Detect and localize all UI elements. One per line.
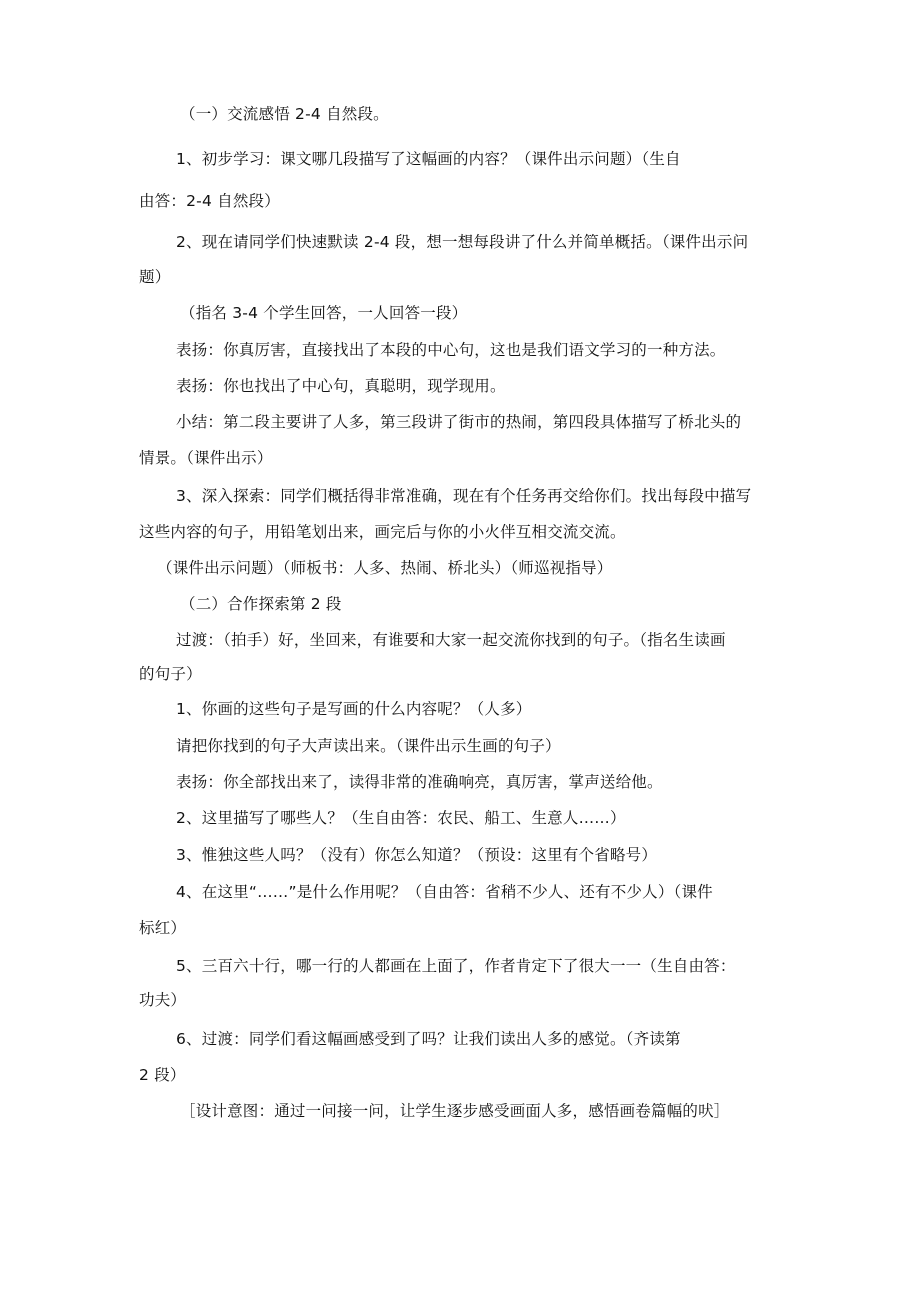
paragraph-line: 1、你画的这些句子是写画的什么内容呢？（人多）	[176, 700, 532, 718]
paragraph-line: 2、现在请同学们快速默读 2-4 段，想一想每段讲了什么并简单概括。（课件出示问	[176, 233, 749, 251]
design-intent-note: ［设计意图：通过一问接一问，让学生逐步感受画面人多，感悟画卷篇幅的吠］	[180, 1102, 730, 1120]
paragraph-line: （指名 3-4 个学生回答，一人回答一段）	[180, 304, 468, 322]
paragraph-line: 2、这里描写了哪些人？（生自由答：农民、船工、生意人……）	[176, 809, 626, 827]
paragraph-line: 题）	[139, 268, 171, 286]
paragraph-line: 标红）	[139, 919, 187, 937]
paragraph-line: 表扬：你全部找出来了，读得非常的准确响亮，真厉害，掌声送给他。	[176, 773, 663, 791]
paragraph-line: 请把你找到的句子大声读出来。（课件出示生画的句子）	[176, 737, 561, 755]
paragraph-line: 这些内容的句子，用铅笔划出来，画完后与你的小火伴互相交流交流。	[139, 523, 626, 541]
paragraph-line: 情景。（课件出示）	[139, 449, 273, 467]
paragraph-line: 2 段）	[139, 1066, 186, 1084]
paragraph-line: 6、过渡：同学们看这幅画感受到了吗？让我们读出人多的感觉。（齐读第	[176, 1030, 681, 1048]
paragraph-line: 小结：第二段主要讲了人多，第三段讲了街市的热闹，第四段具体描写了桥北头的	[176, 413, 742, 431]
paragraph-line: 4、在这里“……”是什么作用呢？（自由答：省稍不少人、还有不少人）（课件	[176, 883, 713, 901]
paragraph-line: 表扬：你真厉害，直接找出了本段的中心句，这也是我们语文学习的一种方法。	[176, 341, 726, 359]
paragraph-line: 3、深入探索：同学们概括得非常准确，现在有个任务再交给你们。找出每段中描写	[176, 487, 752, 505]
section-heading-2: （二）合作探索第 2 段	[180, 595, 342, 613]
paragraph-line: （课件出示问题）（师板书：人多、热闹、桥北头）（师巡视指导）	[157, 559, 613, 577]
paragraph-line: 由答：2-4 自然段）	[139, 192, 280, 210]
paragraph-line: 过渡：（拍手）好，坐回来，有谁要和大家一起交流你找到的句子。（指名生读画	[176, 631, 726, 649]
paragraph-line: 1、初步学习：课文哪几段描写了这幅画的内容？（课件出示问题）（生自	[176, 150, 681, 168]
paragraph-line: 3、惟独这些人吗？（没有）你怎么知道？（预设：这里有个省略号）	[176, 846, 658, 864]
paragraph-line: 5、三百六十行，哪一行的人都画在上面了，作者肯定下了很大一一（生自由答：	[176, 957, 736, 975]
paragraph-line: 的句子）	[139, 665, 202, 683]
paragraph-line: 功夫）	[139, 991, 187, 1009]
section-heading-1: （一）交流感悟 2-4 自然段。	[180, 105, 389, 123]
paragraph-line: 表扬：你也找出了中心句，真聪明，现学现用。	[176, 377, 506, 395]
